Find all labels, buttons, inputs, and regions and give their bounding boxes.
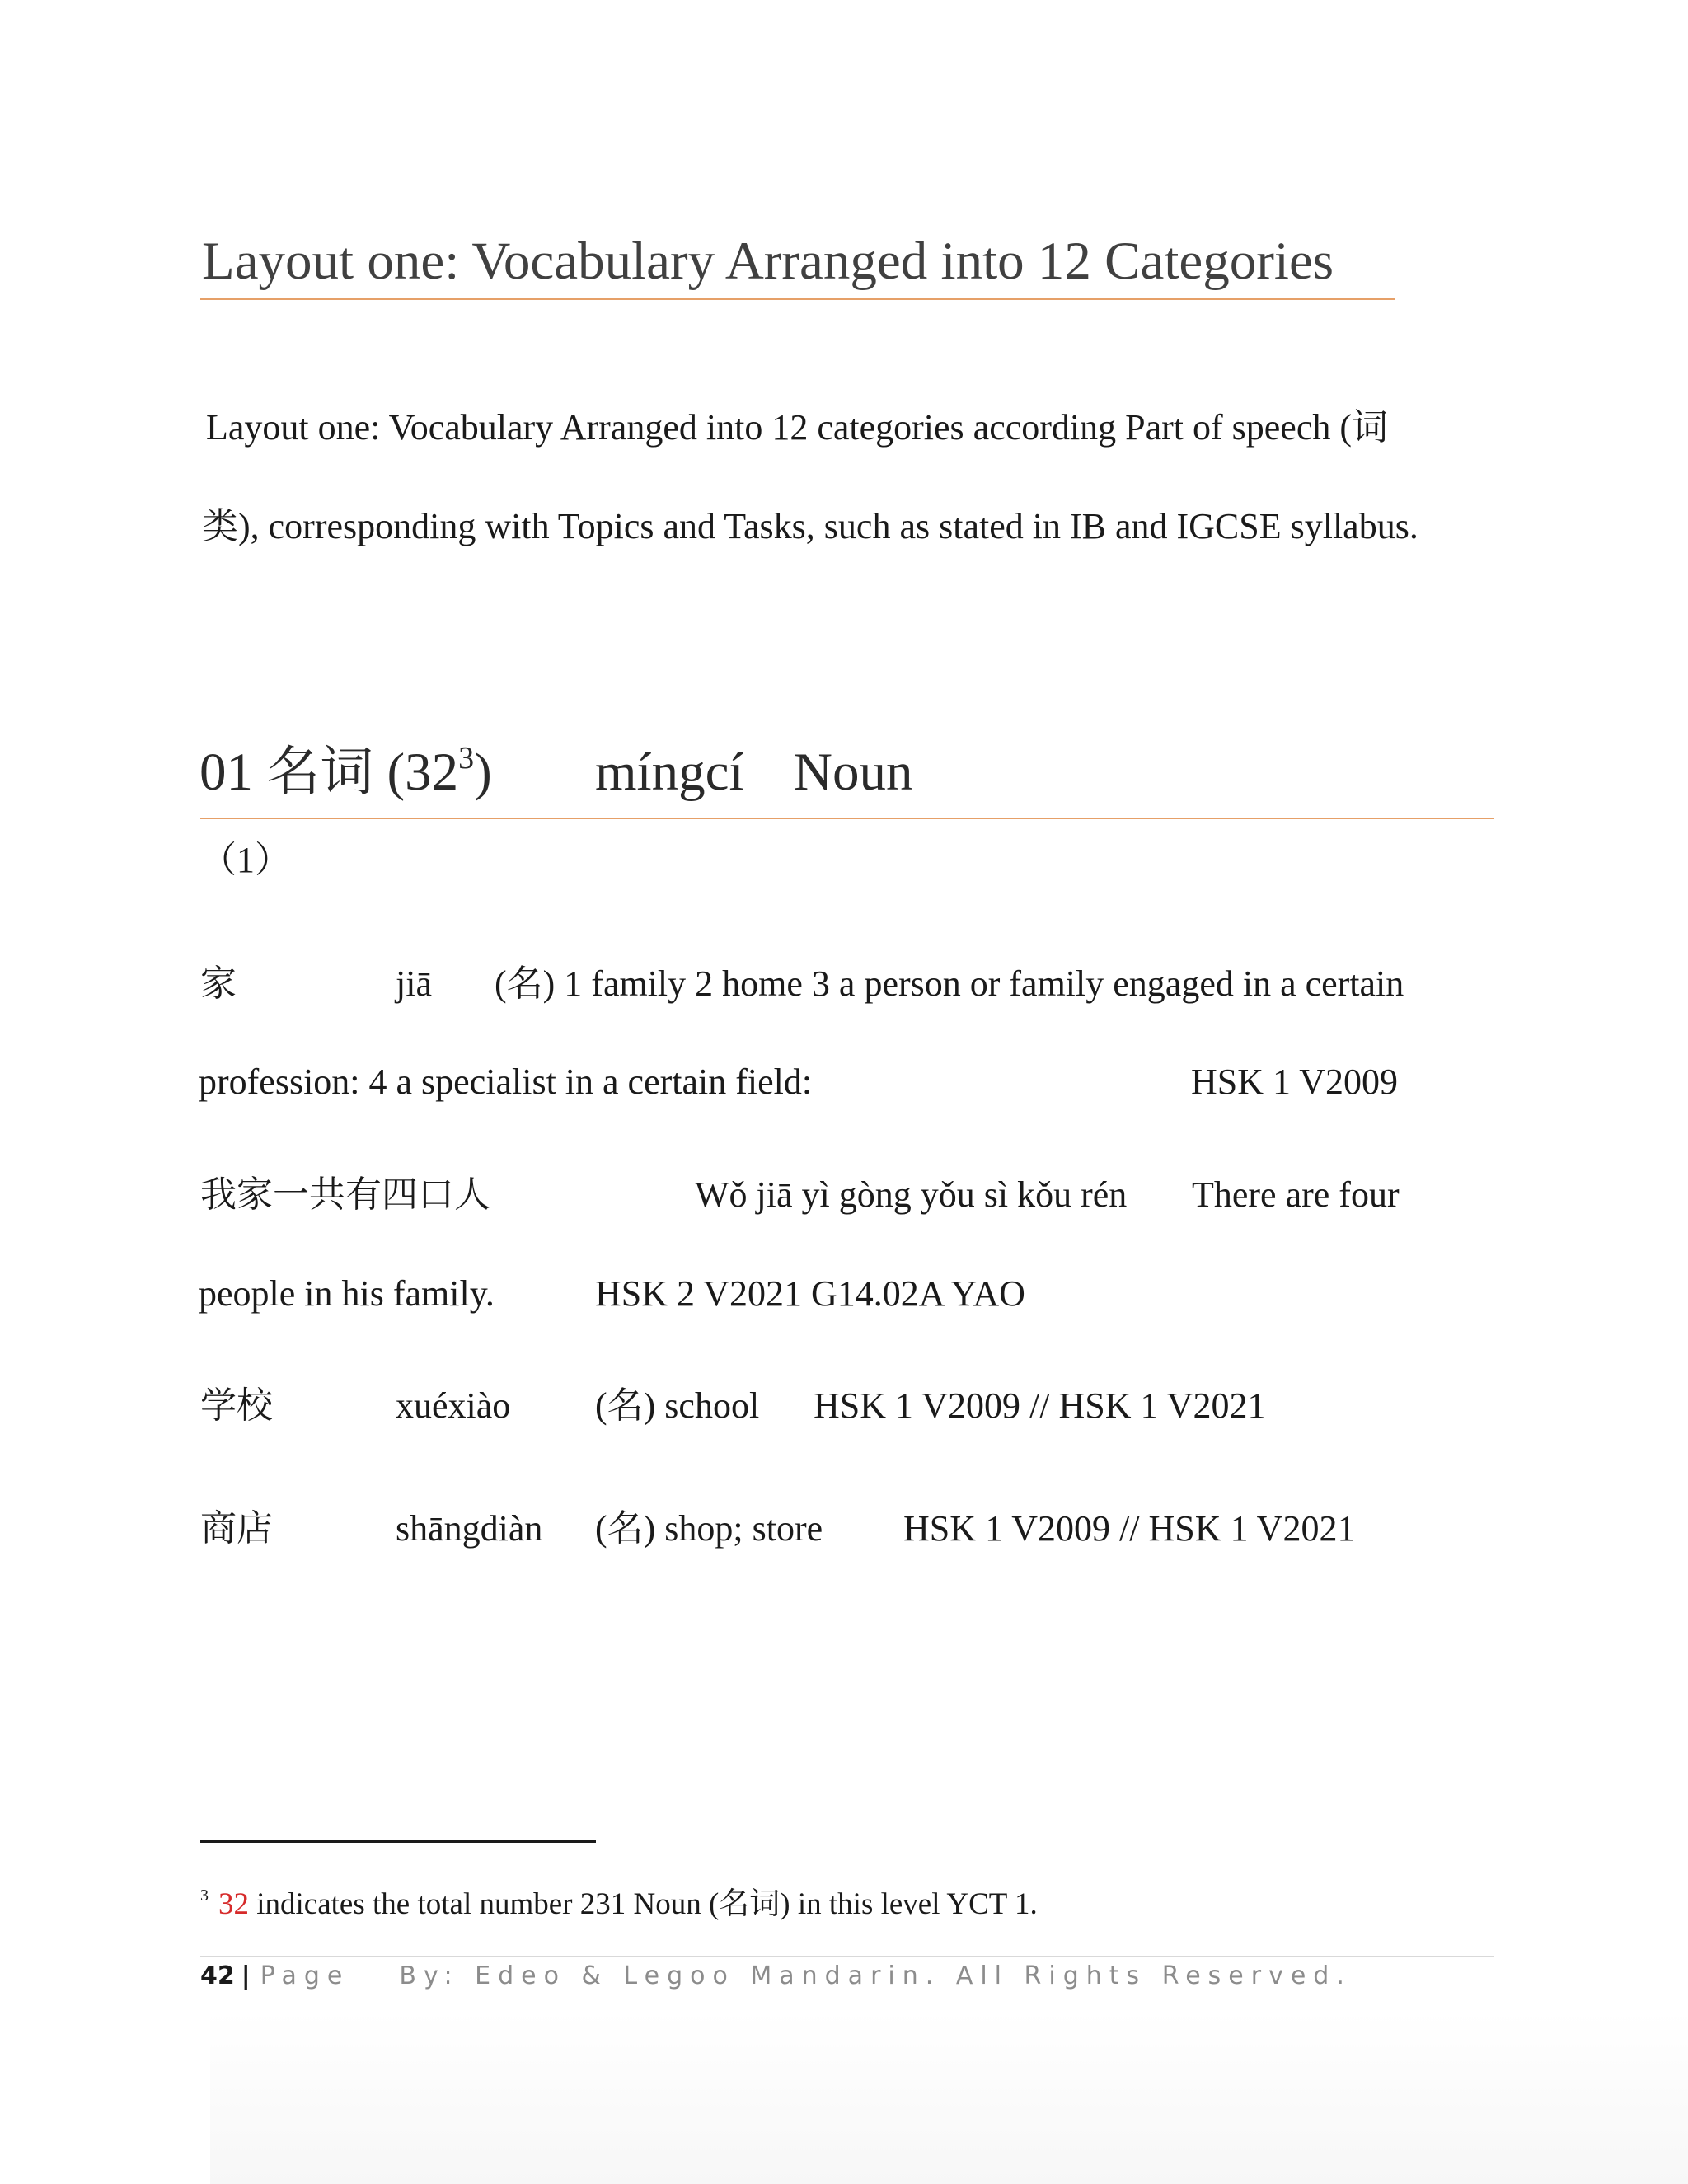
footer-credit: By: Edeo & Legoo Mandarin. All Rights Reserved.: [399, 1961, 1352, 1990]
footnote-number: 32: [218, 1887, 249, 1921]
section-english: Noun: [794, 743, 913, 802]
intro-line-1: Layout one: Vocabulary Arranged into 12 categories according Part of speech (词: [206, 407, 1389, 448]
entry-shangdian-hanzi: 商店: [200, 1508, 273, 1549]
section-underline: [200, 818, 1494, 819]
bottom-shading: [210, 2011, 1688, 2184]
entry-shangdian-definition: (名) shop; store: [595, 1508, 823, 1549]
example-pinyin: Wǒ jiā yì gòng yǒu sì kǒu rén: [695, 1174, 1128, 1215]
footer-divider: [200, 1956, 1494, 1957]
entry-jia-level: HSK 1 V2009: [1191, 1062, 1399, 1102]
page-label: Page: [260, 1961, 350, 1990]
example-hanzi: 我家一共有四口人: [200, 1174, 490, 1215]
page-heading: Layout one: Vocabulary Arranged into 12 Categories: [202, 232, 1334, 291]
example-translation-cont: people in his family.: [199, 1273, 495, 1314]
section-number-title: 01 名词 (32: [199, 743, 459, 802]
section-pinyin: míngcí: [595, 743, 744, 802]
footnote: [200, 1886, 1038, 1923]
intro-line-2: 类), corresponding with Topics and Tasks, such as stated in IB and IGCSE syllabus.: [202, 506, 1418, 546]
entry-xuexiao-pinyin: xuéxiào: [396, 1385, 511, 1426]
page-footer: [200, 1961, 1352, 1991]
sub-label: （1）: [200, 840, 291, 880]
footnote-separator: [200, 1840, 596, 1843]
entry-xuexiao-definition: (名) school: [595, 1385, 760, 1426]
example-translation: There are four: [1192, 1174, 1400, 1215]
entry-jia-pinyin: jiā: [396, 963, 432, 1004]
section-heading: [199, 740, 492, 804]
entry-jia-definition: (名) 1 family 2 home 3 a person or family engaged in a certain: [495, 963, 1404, 1004]
footnote-marker: 3: [200, 1886, 209, 1905]
heading-underline: [200, 298, 1395, 300]
section-close-paren: ): [474, 743, 492, 802]
entry-xuexiao-level: HSK 1 V2009 // HSK 1 V2021: [814, 1385, 1266, 1426]
entry-jia-hanzi: 家: [200, 963, 237, 1004]
entry-shangdian-pinyin: shāngdiàn: [396, 1508, 543, 1549]
entry-shangdian-level: HSK 1 V2009 // HSK 1 V2021: [903, 1508, 1356, 1549]
footnote-reference[interactable]: 3: [458, 741, 475, 776]
example-level: HSK 2 V2021 G14.02A YAO: [595, 1273, 1025, 1314]
entry-xuexiao-hanzi: 学校: [200, 1385, 273, 1426]
entry-jia-definition-cont: profession: 4 a specialist in a certain field:: [199, 1062, 813, 1102]
page-number: 42: [200, 1961, 235, 1990]
footer-separator: |: [241, 1961, 251, 1990]
footnote-text: indicates the total number 231 Noun (名词) in this level YCT 1.: [249, 1887, 1038, 1921]
